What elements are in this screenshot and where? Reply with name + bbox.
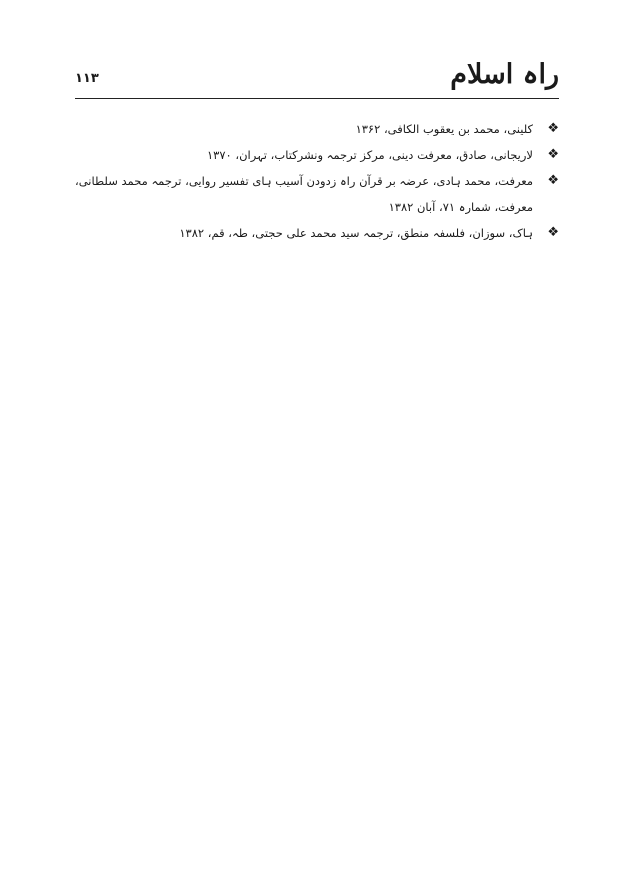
reference-item [75, 168, 559, 220]
reference-item [75, 116, 559, 142]
reference-text: کلینی، محمد بن یعقوب الکافی، ۱۳۶۲ [355, 122, 533, 136]
reference-text: معرفت، محمد ہادی، عرضہ بر قرآن راہ زدودن آسیب ہای تفسیر روایی، ترجمہ محمد سلطانی، معرفت، شمارہ ۷۱، آبان ۱۳۸۲ [74, 174, 533, 214]
reference-text: ہاک، سوزان، فلسفہ منطق، ترجمہ سید محمد علی حجتی، طہ، قم، ۱۳۸۲ [179, 226, 533, 240]
reference-text: لاریجانی، صادق، معرفت دینی، مرکز ترجمہ ونشرکتاب، تہران، ۱۳۷۰ [206, 148, 533, 162]
four-diamond-bullet-icon: ❖ [547, 147, 559, 162]
four-diamond-bullet-icon: ❖ [547, 121, 559, 136]
reference-item [75, 142, 559, 168]
four-diamond-bullet-icon: ❖ [547, 173, 559, 188]
reference-list [75, 116, 559, 246]
page-number: ۱۱۳ [75, 71, 99, 86]
page-header [75, 58, 559, 99]
four-diamond-bullet-icon: ❖ [547, 225, 559, 240]
reference-item [75, 220, 559, 246]
journal-title: راہ اسلام [450, 59, 559, 90]
